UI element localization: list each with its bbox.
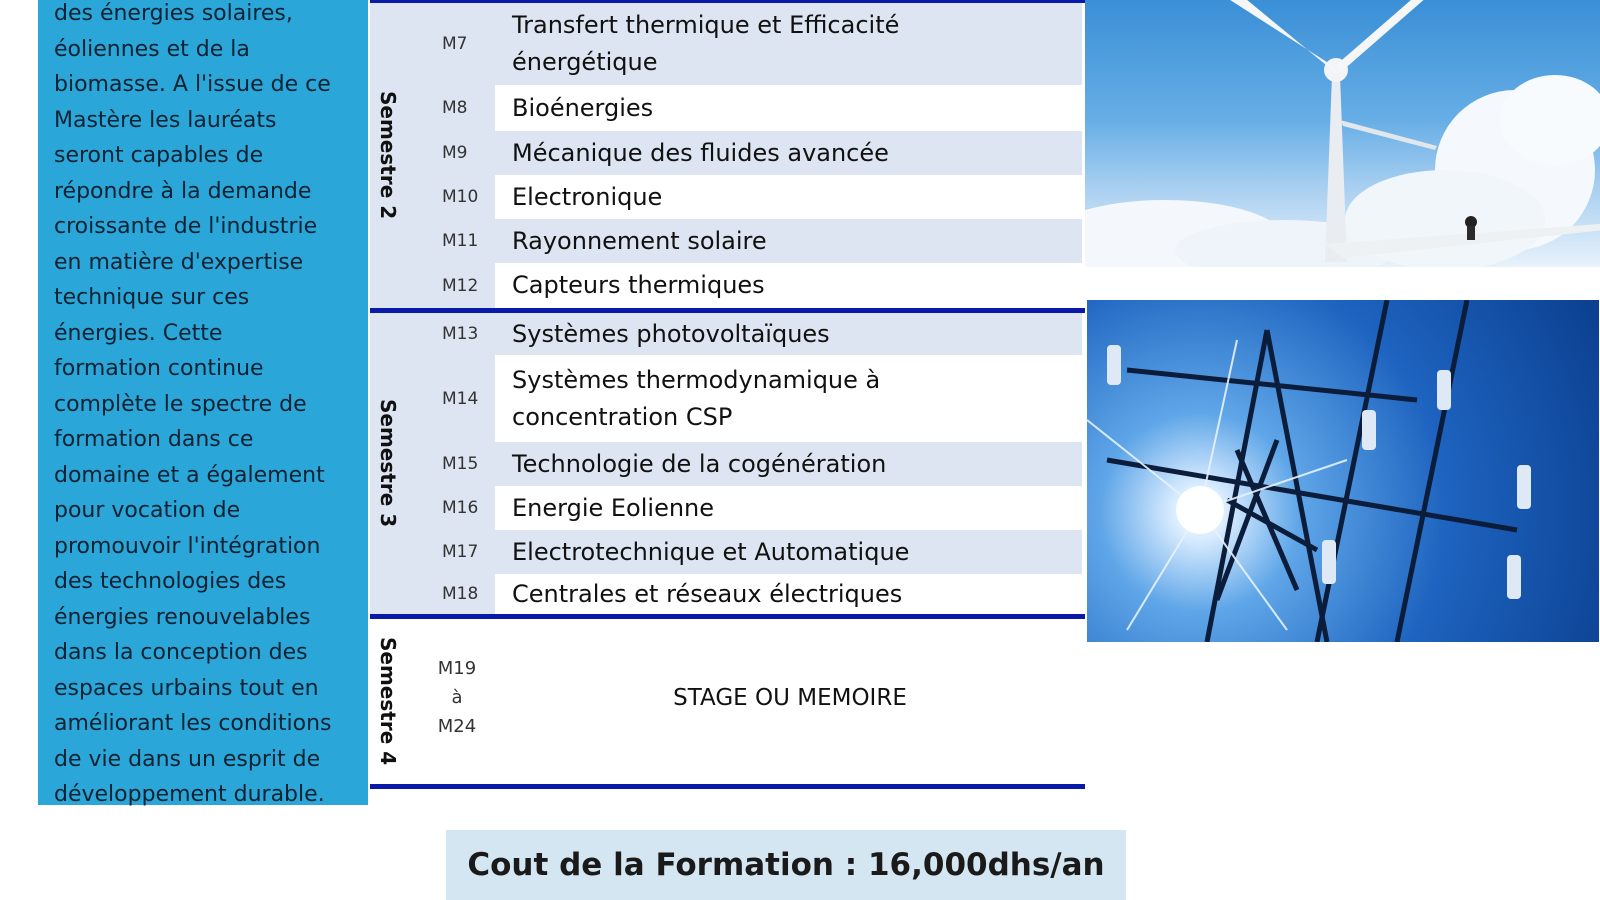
module-title: Electronique <box>495 175 1082 219</box>
wind-turbine-illustration <box>1085 0 1600 267</box>
description-line: répondre à la demande <box>54 178 312 204</box>
description-line: domaine et a également <box>54 462 325 488</box>
pylon-illustration <box>1087 300 1599 642</box>
module-row <box>370 486 1082 530</box>
module-code: M12 <box>442 275 479 296</box>
module-title: Mécanique des fluides avancée <box>495 131 1082 175</box>
program-description <box>38 0 368 805</box>
wind-turbine-photo <box>1085 0 1600 267</box>
description-line: promouvoir l'intégration <box>54 533 321 559</box>
module-row <box>370 3 1082 85</box>
module-title: Systèmes photovoltaïques <box>495 313 1082 355</box>
module-row <box>370 219 1082 263</box>
module-code: M11 <box>442 231 479 251</box>
training-cost-banner <box>446 830 1126 900</box>
description-line: complète le spectre de <box>54 391 307 417</box>
semester-3-block <box>370 313 1082 614</box>
module-code: M14 <box>442 388 479 409</box>
module-code: M7 <box>442 34 468 54</box>
description-line: de vie dans un esprit de <box>54 746 321 772</box>
module-row <box>370 574 1082 614</box>
description-line: technique sur ces <box>54 285 250 310</box>
modules-table <box>370 0 1082 790</box>
module-row <box>370 442 1082 486</box>
module-title: Centrales et réseaux électriques <box>495 574 1082 614</box>
semester-2-label: Semestre 2 <box>376 91 400 220</box>
module-code: M15 <box>442 454 479 474</box>
semester-4-block <box>370 619 1082 784</box>
module-code: M17 <box>442 542 479 562</box>
stage-title: STAGE OU MEMOIRE <box>673 685 907 711</box>
description-line: biomasse. A l'issue de ce <box>54 72 331 97</box>
module-title: Bioénergies <box>495 85 1082 131</box>
module-title: Technologie de la cogénération <box>495 442 1082 486</box>
description-line: en matière d'expertise <box>54 249 304 275</box>
module-title: Electrotechnique et Automatique <box>495 530 1082 574</box>
module-row <box>370 313 1082 355</box>
description-line: énergies. Cette <box>54 320 223 346</box>
description-line: Mastère les lauréats <box>54 107 277 133</box>
description-line: énergies renouvelables <box>54 604 311 630</box>
module-title: Transfert thermique et Efficacité énergétique <box>495 3 1082 85</box>
module-row <box>370 355 1082 442</box>
semester-2-block <box>370 3 1082 308</box>
module-code: M18 <box>442 584 479 604</box>
semester-3-label: Semestre 3 <box>376 399 400 528</box>
description-line: formation dans ce <box>54 427 254 452</box>
description-line: développement durable. <box>54 782 325 807</box>
power-pylon-photo <box>1087 300 1599 642</box>
description-line: croissante de l'industrie <box>54 214 318 239</box>
description-line: espaces urbains tout en <box>54 675 319 701</box>
semester-4-label: Semestre 4 <box>376 637 400 766</box>
module-code: M16 <box>442 498 479 518</box>
module-title: Capteurs thermiques <box>495 263 1082 308</box>
module-row <box>370 175 1082 219</box>
module-code: M9 <box>442 143 468 163</box>
stage-codes: M19 à M24 <box>437 658 477 737</box>
module-title: Rayonnement solaire <box>495 219 1082 263</box>
semester-divider <box>370 784 1085 789</box>
module-row <box>370 85 1082 131</box>
description-line: des technologies des <box>54 569 287 594</box>
module-code: M10 <box>442 187 479 207</box>
module-title: Systèmes thermodynamique à concentration CSP <box>495 355 1082 442</box>
description-line: formation continue <box>54 356 264 381</box>
module-code: M13 <box>442 324 479 344</box>
description-line: éoliennes et de la <box>54 36 250 62</box>
description-line: dans la conception des <box>54 640 308 665</box>
training-cost: Cout de la Formation : 16,000dhs/an <box>467 847 1105 883</box>
description-line: seront capables de <box>54 143 264 168</box>
module-row <box>370 263 1082 308</box>
module-code: M8 <box>442 98 468 118</box>
module-title: Energie Eolienne <box>495 486 1082 530</box>
module-row <box>370 131 1082 175</box>
module-row <box>370 530 1082 574</box>
description-line: améliorant les conditions <box>54 711 332 736</box>
description-line: des énergies solaires, <box>54 1 293 26</box>
description-line: pour vocation de <box>54 498 241 523</box>
